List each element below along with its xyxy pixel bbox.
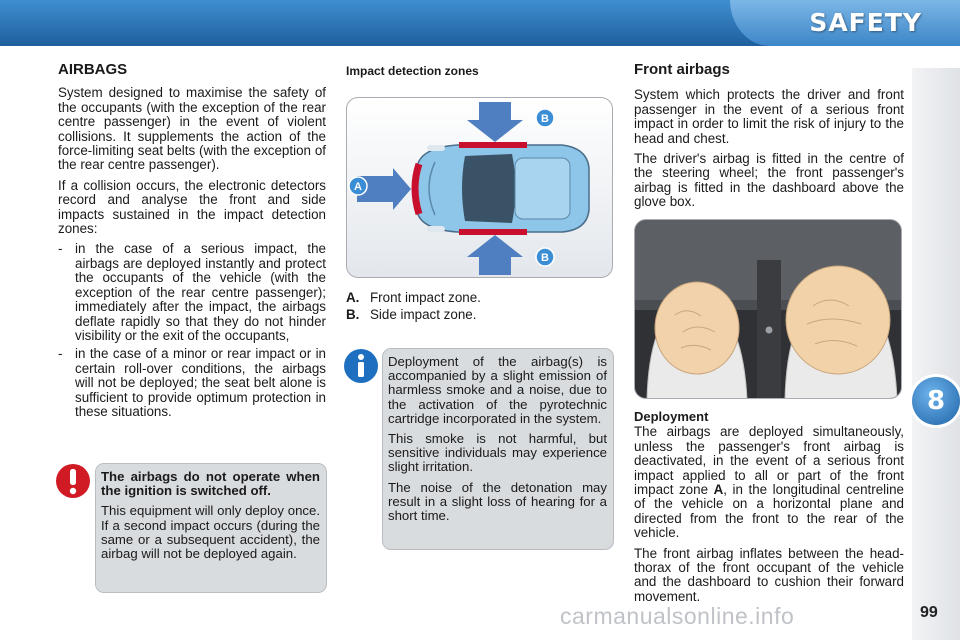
- warning-callout: [95, 463, 327, 593]
- side-impact-arrow-bottom: [467, 235, 523, 275]
- zone-legend-a: [346, 290, 481, 305]
- info-paragraph: Deployment of the airbag(s) is accompanied by a slight emission of harmless smoke and a noise, due to the activation of the pyrotechnic cartridge incorporated in the system.: [388, 354, 607, 426]
- bullet-item: [58, 347, 326, 419]
- section-title: SAFETY: [809, 8, 922, 37]
- deployment-p1-text: The airbags are deployed simultaneously, unless the passenger's front airbag is deactivated, in the event of a serious front impact applied to all or part of the front impact zone: [634, 424, 904, 498]
- airbags-section: [58, 63, 326, 423]
- deployment-section: [634, 410, 904, 610]
- airbag-deployment-photo: [634, 219, 902, 399]
- collision-text: If a collision occurs, the electronic detectors record and analyse the front and side impacts sustained in the impact detection zones:: [58, 177, 326, 237]
- car-icon: [417, 145, 589, 232]
- deployment-p1: [634, 425, 904, 540]
- page-number: 99: [920, 604, 938, 621]
- deployment-p2: The front airbag inflates between the head-thorax of the front occupant of the vehicle and the dashboard to cushion their forward movement.: [634, 545, 904, 604]
- driver-airbag-icon: [655, 282, 739, 374]
- chapter-rail: [912, 68, 960, 640]
- deployed-airbags-illustration: [635, 220, 902, 399]
- side-impact-arrow-top: [467, 102, 523, 142]
- front-airbags-p1: System which protects the driver and front passenger in the event of a serious front impact in order to limit the risk of injury to the head and chest.: [634, 87, 904, 146]
- warning-bold-text: The airbags do not operate when the ignition is switched off.: [101, 469, 320, 499]
- airbags-intro: System designed to maximise the safety of the occupants (with the exception of the rear centre passenger) in the event of violent collisions. It supplements the action of the force-limiting seat belts (with the exception of the rear centre passenger).: [58, 85, 326, 173]
- deployment-heading: Deployment: [634, 409, 709, 424]
- svg-text:B: B: [541, 113, 549, 125]
- info-paragraph: The noise of the detonation may result in a slight loss of hearing for a short time.: [388, 479, 607, 524]
- info-callout: [382, 348, 614, 550]
- zone-letter: A.: [346, 290, 360, 305]
- passenger-airbag-icon: [786, 266, 890, 374]
- svg-text:B: B: [541, 252, 549, 264]
- front-airbags-p2: The driver's airbag is fitted in the centre of the steering wheel; the front passenger's airbag is fitted in the dashboard above the glove box.: [634, 151, 904, 210]
- bullet-item: [58, 242, 326, 343]
- warning-text: This equipment will only deploy once. If a second impact occurs (during the same or a subsequent accident), the airbag will not be deployed again.: [101, 503, 320, 562]
- watermark: carmanualsonline.info: [560, 603, 795, 629]
- marker-b-bottom-icon: [536, 248, 554, 266]
- impact-zones-heading: Impact detection zones: [346, 64, 479, 78]
- airbags-heading: AIRBAGS: [58, 61, 128, 78]
- front-airbags-heading: Front airbags: [634, 61, 730, 78]
- deployment-zone-letter: A: [713, 482, 724, 498]
- chapter-badge: 8: [912, 377, 960, 425]
- bullet-dash: -: [58, 241, 63, 257]
- zone-letter: B.: [346, 307, 360, 322]
- bullet-text: in the case of a minor or rear impact or in certain roll-over conditions, the airbags will not be deployed; the seat belt alone is sufficient to provide optimum protection in these situations.: [75, 346, 326, 419]
- zone-label: Side impact zone.: [370, 307, 477, 322]
- front-airbags-section: [634, 63, 904, 216]
- svg-text:A: A: [354, 181, 362, 193]
- zone-legend-b: [346, 307, 476, 322]
- warning-icon: [55, 463, 91, 499]
- car-top-view-illustration: [347, 98, 613, 278]
- info-icon: [343, 348, 379, 384]
- front-impact-zone: [415, 164, 419, 214]
- zone-label: Front impact zone.: [370, 290, 481, 305]
- car-impact-figure: [346, 97, 613, 278]
- marker-b-top-icon: [536, 109, 554, 127]
- info-paragraph: This smoke is not harmful, but sensitive individuals may experience slight irritation.: [388, 431, 607, 475]
- deployment-p1-text: , in the longitudinal centreline of the vehicle on a horizontal plane and directed from the front to the rear of the vehicle.: [634, 482, 905, 541]
- bullet-text: in the case of a serious impact, the airbags are deployed instantly and protect the occupants of the vehicle (with the exception of the rear centre passenger); immediately after the impact, the airbags deflate rapidly so that they do not hinder visibility or the exit of the occupants,: [75, 241, 326, 343]
- marker-a-icon: [349, 177, 367, 195]
- bullet-dash: -: [58, 346, 63, 362]
